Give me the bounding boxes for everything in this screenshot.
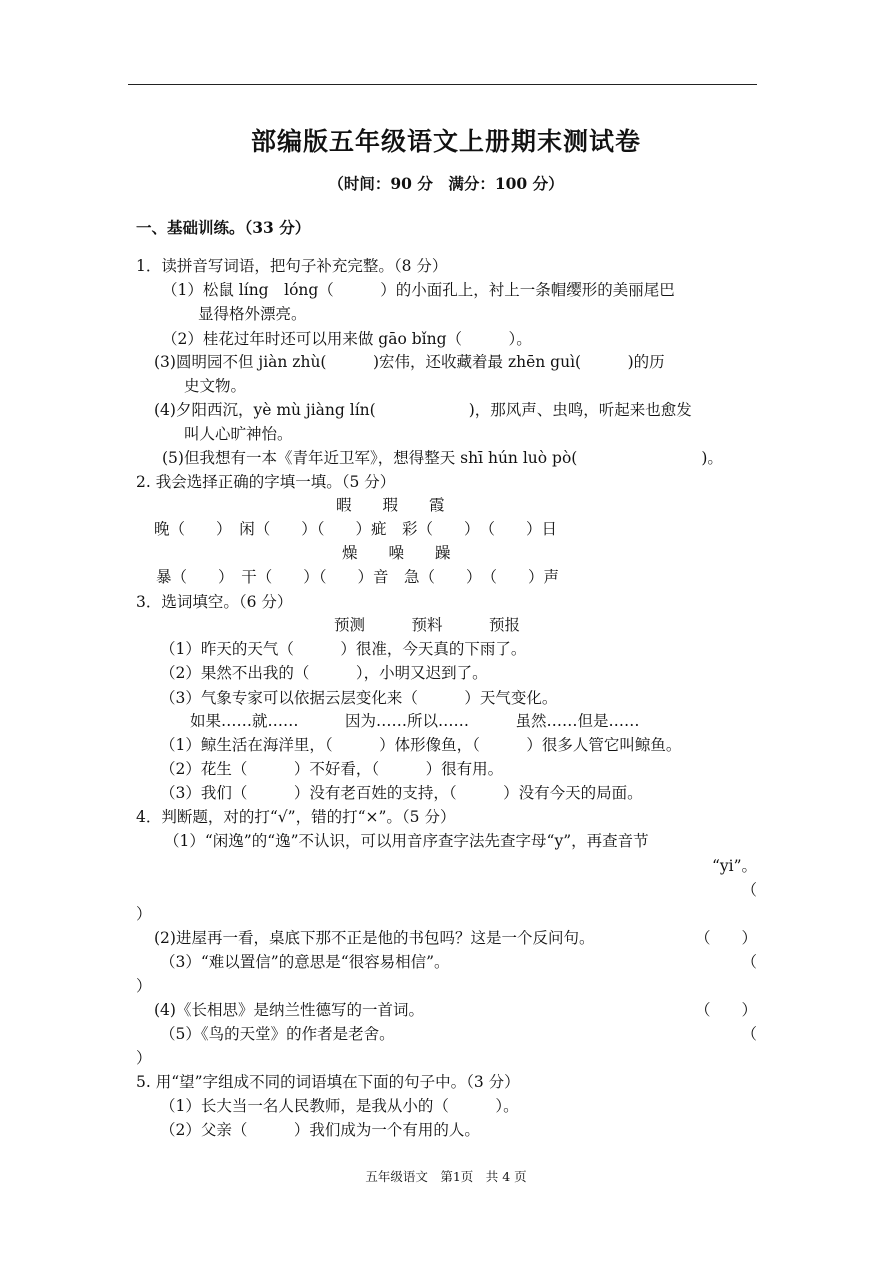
- q5-heading: 5. 用“望”字组成不同的词语填在下面的句子中。（3 分）: [136, 1073, 520, 1091]
- page-title: 部编版五年级语文上册期末测试卷: [250, 127, 641, 156]
- q5-item-1: （1）长大当一名人民教师，是我从小的（ ）。: [160, 1097, 519, 1115]
- q3-a-3: （3）气象专家可以依据云层变化来（ ）天气变化。: [160, 689, 558, 707]
- q1-item-1-cont: 显得格外漂亮。: [198, 305, 307, 323]
- q4-judge-1: （1）“闲逸”的“逸”不认识，可以用音序查字法先查字母“y”，再查音节: [164, 832, 649, 850]
- q4-judge-5-paren-open: （: [741, 1025, 757, 1043]
- section-1-heading: 一、基础训练。（33 分）: [136, 218, 311, 237]
- q1-heading: 1．读拼音写词语，把句子补充完整。（8 分）: [136, 257, 448, 275]
- q1-item-4: (4)夕阳西沉，yè mù jiàng lín( )，那风声、虫鸣，听起来也愈发: [154, 401, 692, 419]
- q4-judge-5-paren-close: ）: [136, 1049, 152, 1067]
- q4-heading: 4．判断题，对的打“√”，错的打“×”。（5 分）: [136, 808, 456, 826]
- page-subtitle: （时间：90 分 满分：100 分）: [328, 174, 564, 193]
- q1-item-5: (5)但我想有一本《青年近卫军》，想得整天 shī hún luò pò( )。: [162, 449, 723, 467]
- q4-judge-5: （5）《鸟的天堂》的作者是老舍。: [160, 1025, 395, 1043]
- q4-judge-1-cont: “yi”。: [711, 857, 757, 875]
- q4-judge-1-paren-close: ）: [136, 905, 152, 923]
- q2-heading: 2. 我会选择正确的字填一填。（5 分）: [136, 473, 396, 491]
- q2-chars-2: 燥 噪 躁: [342, 544, 451, 562]
- q4-judge-3-paren-open: （: [741, 953, 757, 971]
- q1-item-3-cont: 史文物。: [184, 377, 247, 395]
- q2-row-1: 晚（ ） 闲（ ）（ ）疵 彩（ ） （ ）日: [154, 520, 558, 538]
- q4-judge-4: (4)《长相思》是纳兰性德写的一首词。: [154, 1001, 424, 1019]
- q1-item-2: （2）桂花过年时还可以用来做 gāo bǐng（ ）。: [162, 330, 532, 348]
- q3-heading: 3．选词填空。（6 分）: [136, 593, 293, 611]
- q4-judge-2-parens: （ ）: [694, 929, 757, 947]
- q1-item-4-cont: 叫人心旷神怡。: [184, 425, 293, 443]
- q3-a-2: （2）果然不出我的（ ），小明又迟到了。: [160, 664, 488, 682]
- q5-item-2: （2）父亲（ ）我们成为一个有用的人。: [160, 1121, 480, 1139]
- q4-judge-3-paren-close: ）: [136, 977, 152, 995]
- q3-b-1: （1）鲸生活在海洋里，（ ）体形像鱼，（ ）很多人管它叫鲸鱼。: [160, 736, 682, 754]
- q2-row-2: 暴（ ） 干（ ）（ ）音 急（ ） （ ）声: [156, 568, 560, 586]
- q4-judge-2: (2)进屋再一看，桌底下那不正是他的书包吗？这是一个反问句。: [154, 929, 595, 947]
- q4-judge-4-parens: （ ）: [694, 1001, 757, 1019]
- header-rule: [128, 84, 757, 85]
- q3-word-choices-2: 如果……就…… 因为……所以…… 虽然……但是……: [190, 712, 640, 730]
- page-footer: 五年级语文 第1页 共 4 页: [365, 1169, 527, 1184]
- q1-item-1: （1）松鼠 líng lóng（ ）的小面孔上，衬上一条帽缨形的美丽尾巴: [162, 281, 675, 299]
- q3-b-3: （3）我们（ ）没有老百姓的支持，（ ）没有今天的局面。: [160, 784, 643, 802]
- q4-judge-1-paren-open: （: [741, 881, 757, 899]
- q3-b-2: （2）花生（ ）不好看，（ ）很有用。: [160, 760, 504, 778]
- q3-word-choices-1: 预测 预料 预报: [334, 616, 521, 634]
- q3-a-1: （1）昨天的天气（ ）很准，今天真的下雨了。: [160, 640, 527, 658]
- q1-item-3: (3)圆明园不但 jiàn zhù( )宏伟，还收藏着最 zhēn guì( )的历: [154, 353, 665, 371]
- q4-judge-3: （3）“难以置信”的意思是“很容易相信”。: [160, 953, 450, 971]
- q2-chars-1: 暇 瑕 霞: [336, 496, 445, 514]
